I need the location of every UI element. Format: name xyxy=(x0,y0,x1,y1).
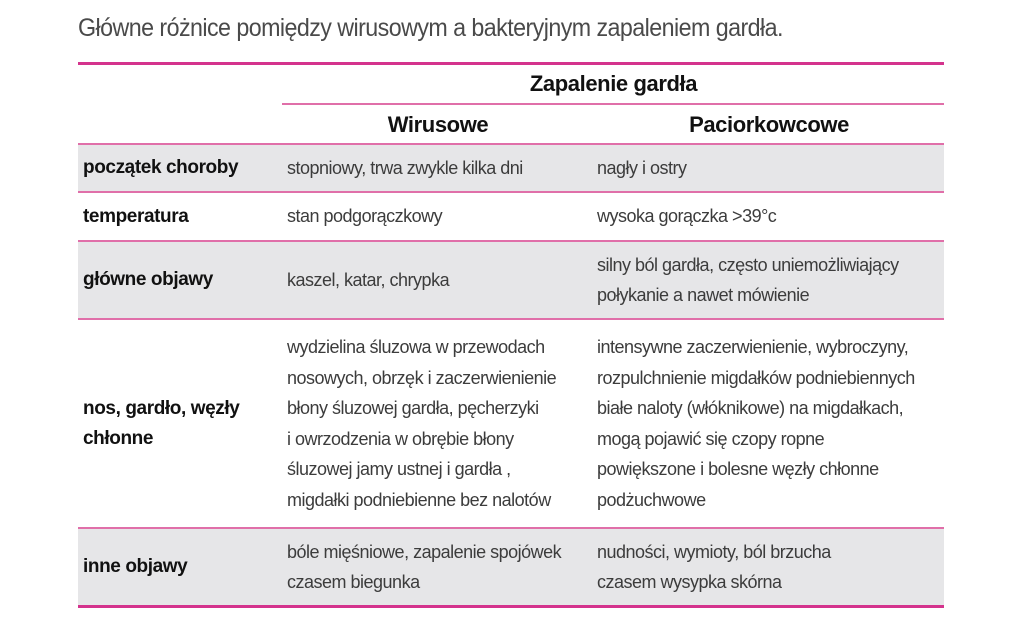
table-row xyxy=(78,320,944,527)
cell-text: nagły i ostry xyxy=(597,157,687,178)
cell-viral xyxy=(282,153,594,184)
column-header-viral: Wirusowe xyxy=(387,112,489,137)
row-label: główne objawy xyxy=(83,269,213,290)
row-label: początek choroby xyxy=(83,157,239,178)
table-bottom-rule xyxy=(78,605,944,608)
cell-text: rozpulchnienie migdałków podniebiennych xyxy=(597,367,915,388)
cell-text: białe naloty (włóknikowe) na migdałkach, xyxy=(597,398,904,418)
cell-text: migdałki podniebienne bez nalotów xyxy=(287,489,551,510)
cell-text: nosowych, obrzęk i zaczerwienienie xyxy=(287,367,557,388)
cell-text: czasem wysypka skórna xyxy=(597,572,782,592)
table-row xyxy=(78,529,944,605)
cell-text: połykanie a nawet mówienie xyxy=(597,285,810,305)
cell-text: nudności, wymioty, ból brzucha xyxy=(597,541,831,562)
cell-text: podżuchwowe xyxy=(597,489,706,510)
group-header-label: Zapalenie gardła xyxy=(529,71,698,96)
cell-text: czasem biegunka xyxy=(287,572,420,592)
row-label: inne objawy xyxy=(83,556,188,577)
cell-text: intensywne zaczerwienienie, wybroczyny, xyxy=(597,337,909,357)
cell-text: powiększone i bolesne węzły chłonne xyxy=(597,459,879,479)
cell-strep xyxy=(594,537,944,598)
table-row xyxy=(78,193,944,240)
cell-strep xyxy=(594,153,944,184)
row-label: temperatura xyxy=(83,205,189,227)
cell-text: wysoka gorączka >39°c xyxy=(597,206,777,227)
table-row xyxy=(78,242,944,318)
table-row xyxy=(78,145,944,191)
cell-viral xyxy=(282,537,594,598)
cell-strep xyxy=(594,250,944,311)
cell-text: stan podgorączkowy xyxy=(287,206,443,227)
cell-text: mogą pojawić się czopy ropne xyxy=(597,428,825,449)
cell-viral xyxy=(282,201,594,232)
group-header xyxy=(78,65,944,103)
cell-text: i owrzodzenia w obrębie błony xyxy=(287,428,514,449)
table-caption: Główne różnice pomiędzy wirusowym a bakteryjnym zapaleniem gardła. xyxy=(78,14,783,42)
row-label-line: nos, gardło, węzły xyxy=(83,397,240,419)
cell-viral xyxy=(282,265,594,296)
row-label xyxy=(78,394,282,454)
row-label-line: chłonne xyxy=(83,427,154,449)
cell-text: błony śluzowej gardła, pęcherzyki xyxy=(287,398,539,418)
cell-text: silny ból gardła, często uniemożliwiający xyxy=(597,254,899,275)
cell-text: bóle mięśniowe, zapalenie spojówek xyxy=(287,541,562,562)
column-header-strep: Paciorkowcowe xyxy=(689,112,849,137)
cell-text: śluzowej jamy ustnej i gardła , xyxy=(287,459,511,479)
cell-viral xyxy=(282,332,594,515)
cell-strep xyxy=(594,332,944,515)
column-headers xyxy=(78,105,944,143)
cell-strep xyxy=(594,201,944,232)
cell-text: wydzielina śluzowa w przewodach xyxy=(287,337,545,357)
cell-text: kaszel, katar, chrypka xyxy=(287,269,450,290)
comparison-table xyxy=(78,62,944,608)
cell-text: stopniowy, trwa zwykle kilka dni xyxy=(287,157,523,178)
